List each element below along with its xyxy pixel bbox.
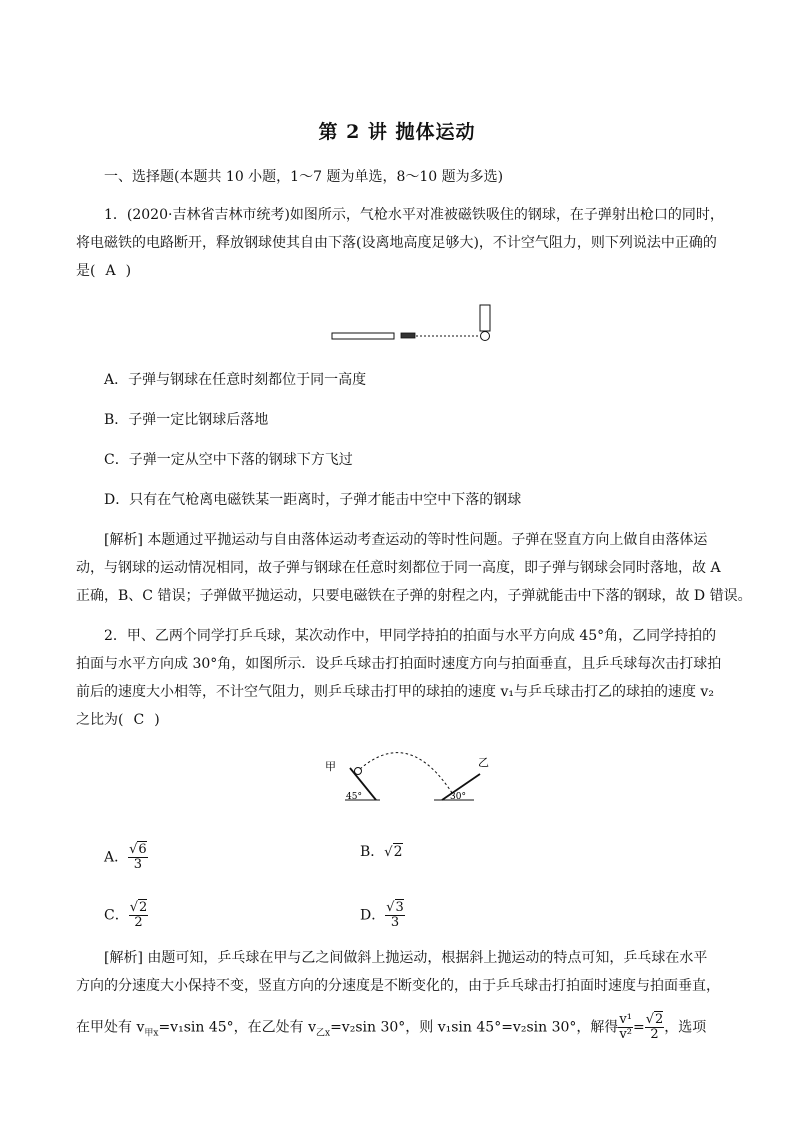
q2-option-b-label: B． <box>360 844 385 860</box>
electromagnet <box>480 305 490 331</box>
label-yi: 乙 <box>478 756 489 769</box>
q2-analysis-result-den: 2 <box>650 1027 659 1042</box>
q2-analysis-line1: [解析] 由题可知，乒乓球在甲与乙之间做斜上抛运动，根据斜上抛运动的特点可知，乒乓球在水平 <box>104 950 708 966</box>
q1-stem-line3 <box>76 262 131 280</box>
q2-stem-line4 <box>76 711 160 729</box>
q2-option-d-label: D． <box>360 907 386 924</box>
q1-stem-line2: 将电磁铁的电路断开，释放钢球使其自由下落(设离地高度足够大)，不计空气阻力，则下列说法中正确的 <box>76 235 717 251</box>
q1-figure <box>320 298 500 348</box>
q2-option-c <box>104 901 148 930</box>
q2-option-d-fraction: $\frac{√3}{3}$ <box>386 900 404 930</box>
q2-option-a-radicand: 6 <box>138 842 147 857</box>
q2-analysis-ratio-num: v¹ <box>619 1012 632 1027</box>
q2-figure <box>318 744 498 810</box>
q2-analysis-line3 <box>76 1013 706 1042</box>
q2-option-d-denominator: 3 <box>390 915 400 930</box>
q1-analysis-line1: [解析] 本题通过平抛运动与自由落体运动考查运动的等时性问题。子弹在竖直方向上做自由落体运 <box>104 532 708 548</box>
q2-option-d <box>360 901 405 930</box>
q2-bracket-open: 之比为( <box>76 712 124 728</box>
q2-option-a-denominator: 3 <box>133 857 143 872</box>
q1-option-b: B．子弹一定比钢球后落地 <box>104 412 269 428</box>
q1-option-a: A．子弹与钢球在任意时刻都位于同一高度 <box>104 372 367 388</box>
q2-analysis-sub-yi: 乙x <box>316 1028 331 1039</box>
angle-45-label: 45° <box>346 792 362 802</box>
q2-analysis-result-fraction: $\frac{√2}{2}$ <box>645 1012 664 1042</box>
q1-bracket-close: ) <box>125 263 132 279</box>
q1-stem-line1: 1．(2020·吉林省吉林市统考)如图所示，气枪水平对准被磁铁吸住的钢球，在子弹射出枪口的同时， <box>104 207 724 223</box>
q2-stem-line2: 拍面与水平方向成 30°角，如图所示．设乒乓球击打拍面时速度方向与拍面垂直，且乒乓球每次击打球拍 <box>76 656 722 672</box>
q1-option-c: C．子弹一定从空中下落的钢球下方飞过 <box>104 452 353 468</box>
q1-answer: A <box>105 263 116 279</box>
q2-option-c-fraction: $\frac{√2}{2}$ <box>129 900 148 930</box>
q2-analysis-text-c: =v₂sin 30°，则 v₁sin 45°=v₂sin 30°，解得 <box>330 1019 619 1036</box>
q2-analysis-ratio-den: v² <box>619 1027 632 1042</box>
q1-analysis-line3: 正确，B、C 错误；子弹做平抛运动，只要电磁铁在子弹的射程之内，子弹就能击中下落的钢球，故 D 错误。 <box>76 588 752 604</box>
q2-analysis-equals: = <box>632 1019 645 1036</box>
q2-option-a <box>104 843 148 872</box>
q2-analysis-ratio-fraction <box>618 1013 633 1042</box>
q1-bracket-open: 是( <box>76 263 96 279</box>
bullet <box>401 333 415 338</box>
ball-trajectory <box>360 753 454 796</box>
q2-option-c-label: C． <box>104 907 129 924</box>
air-gun-barrel <box>332 333 394 339</box>
q1-analysis-line2: 动，与钢球的运动情况相同，故子弹与钢球在任意时刻都位于同一高度，即子弹与钢球会同时落地，故 A <box>76 560 721 576</box>
q2-option-c-radicand: 2 <box>139 900 148 915</box>
q2-analysis-sub-jia: 甲x <box>144 1028 159 1039</box>
label-jia: 甲 <box>325 760 336 773</box>
q2-option-b: B．√2 <box>360 844 403 860</box>
q2-analysis-tail: ，选项 <box>664 1019 707 1036</box>
angle-30-label: 30° <box>450 792 466 802</box>
q2-bracket-close: ) <box>154 712 160 728</box>
section-heading: 一、选择题(本题共 10 小题，1～7 题为单选，8～10 题为多选) <box>104 169 504 185</box>
q2-analysis-text-a: 在甲处有 v <box>76 1019 145 1036</box>
steel-ball <box>481 332 490 341</box>
q2-option-b-radicand: 2 <box>393 844 403 860</box>
q2-option-a-label: A． <box>104 849 129 866</box>
q2-analysis-result-radicand: 2 <box>654 1012 664 1027</box>
q2-stem-line1: 2．甲、乙两个同学打乒乓球，某次动作中，甲同学持拍的拍面与水平方向成 45°角，乙同学持拍的 <box>104 628 717 644</box>
q2-analysis-line2: 方向的分速度大小保持不变，竖直方向的分速度是不断变化的，由于乒乓球击打拍面时速度与拍面垂直， <box>76 978 720 994</box>
q2-answer: C <box>133 712 145 728</box>
q1-option-d: D．只有在气枪离电磁铁某一距离时，子弹才能击中空中下落的钢球 <box>104 492 522 508</box>
q2-analysis-text-b: =v₁sin 45°，在乙处有 v <box>158 1019 316 1036</box>
q2-option-a-fraction: $\frac{√6}{3}$ <box>129 842 147 872</box>
q2-option-d-radicand: 3 <box>395 900 404 915</box>
q2-stem-line3: 前后的速度大小相等，不计空气阻力，则乒乓球击打甲的球拍的速度 v₁与乒乓球击打乙的球拍的速度 v₂ <box>76 684 714 700</box>
page-title: 第 2 讲 抛体运动 <box>318 121 476 143</box>
q2-option-c-denominator: 2 <box>134 915 143 930</box>
